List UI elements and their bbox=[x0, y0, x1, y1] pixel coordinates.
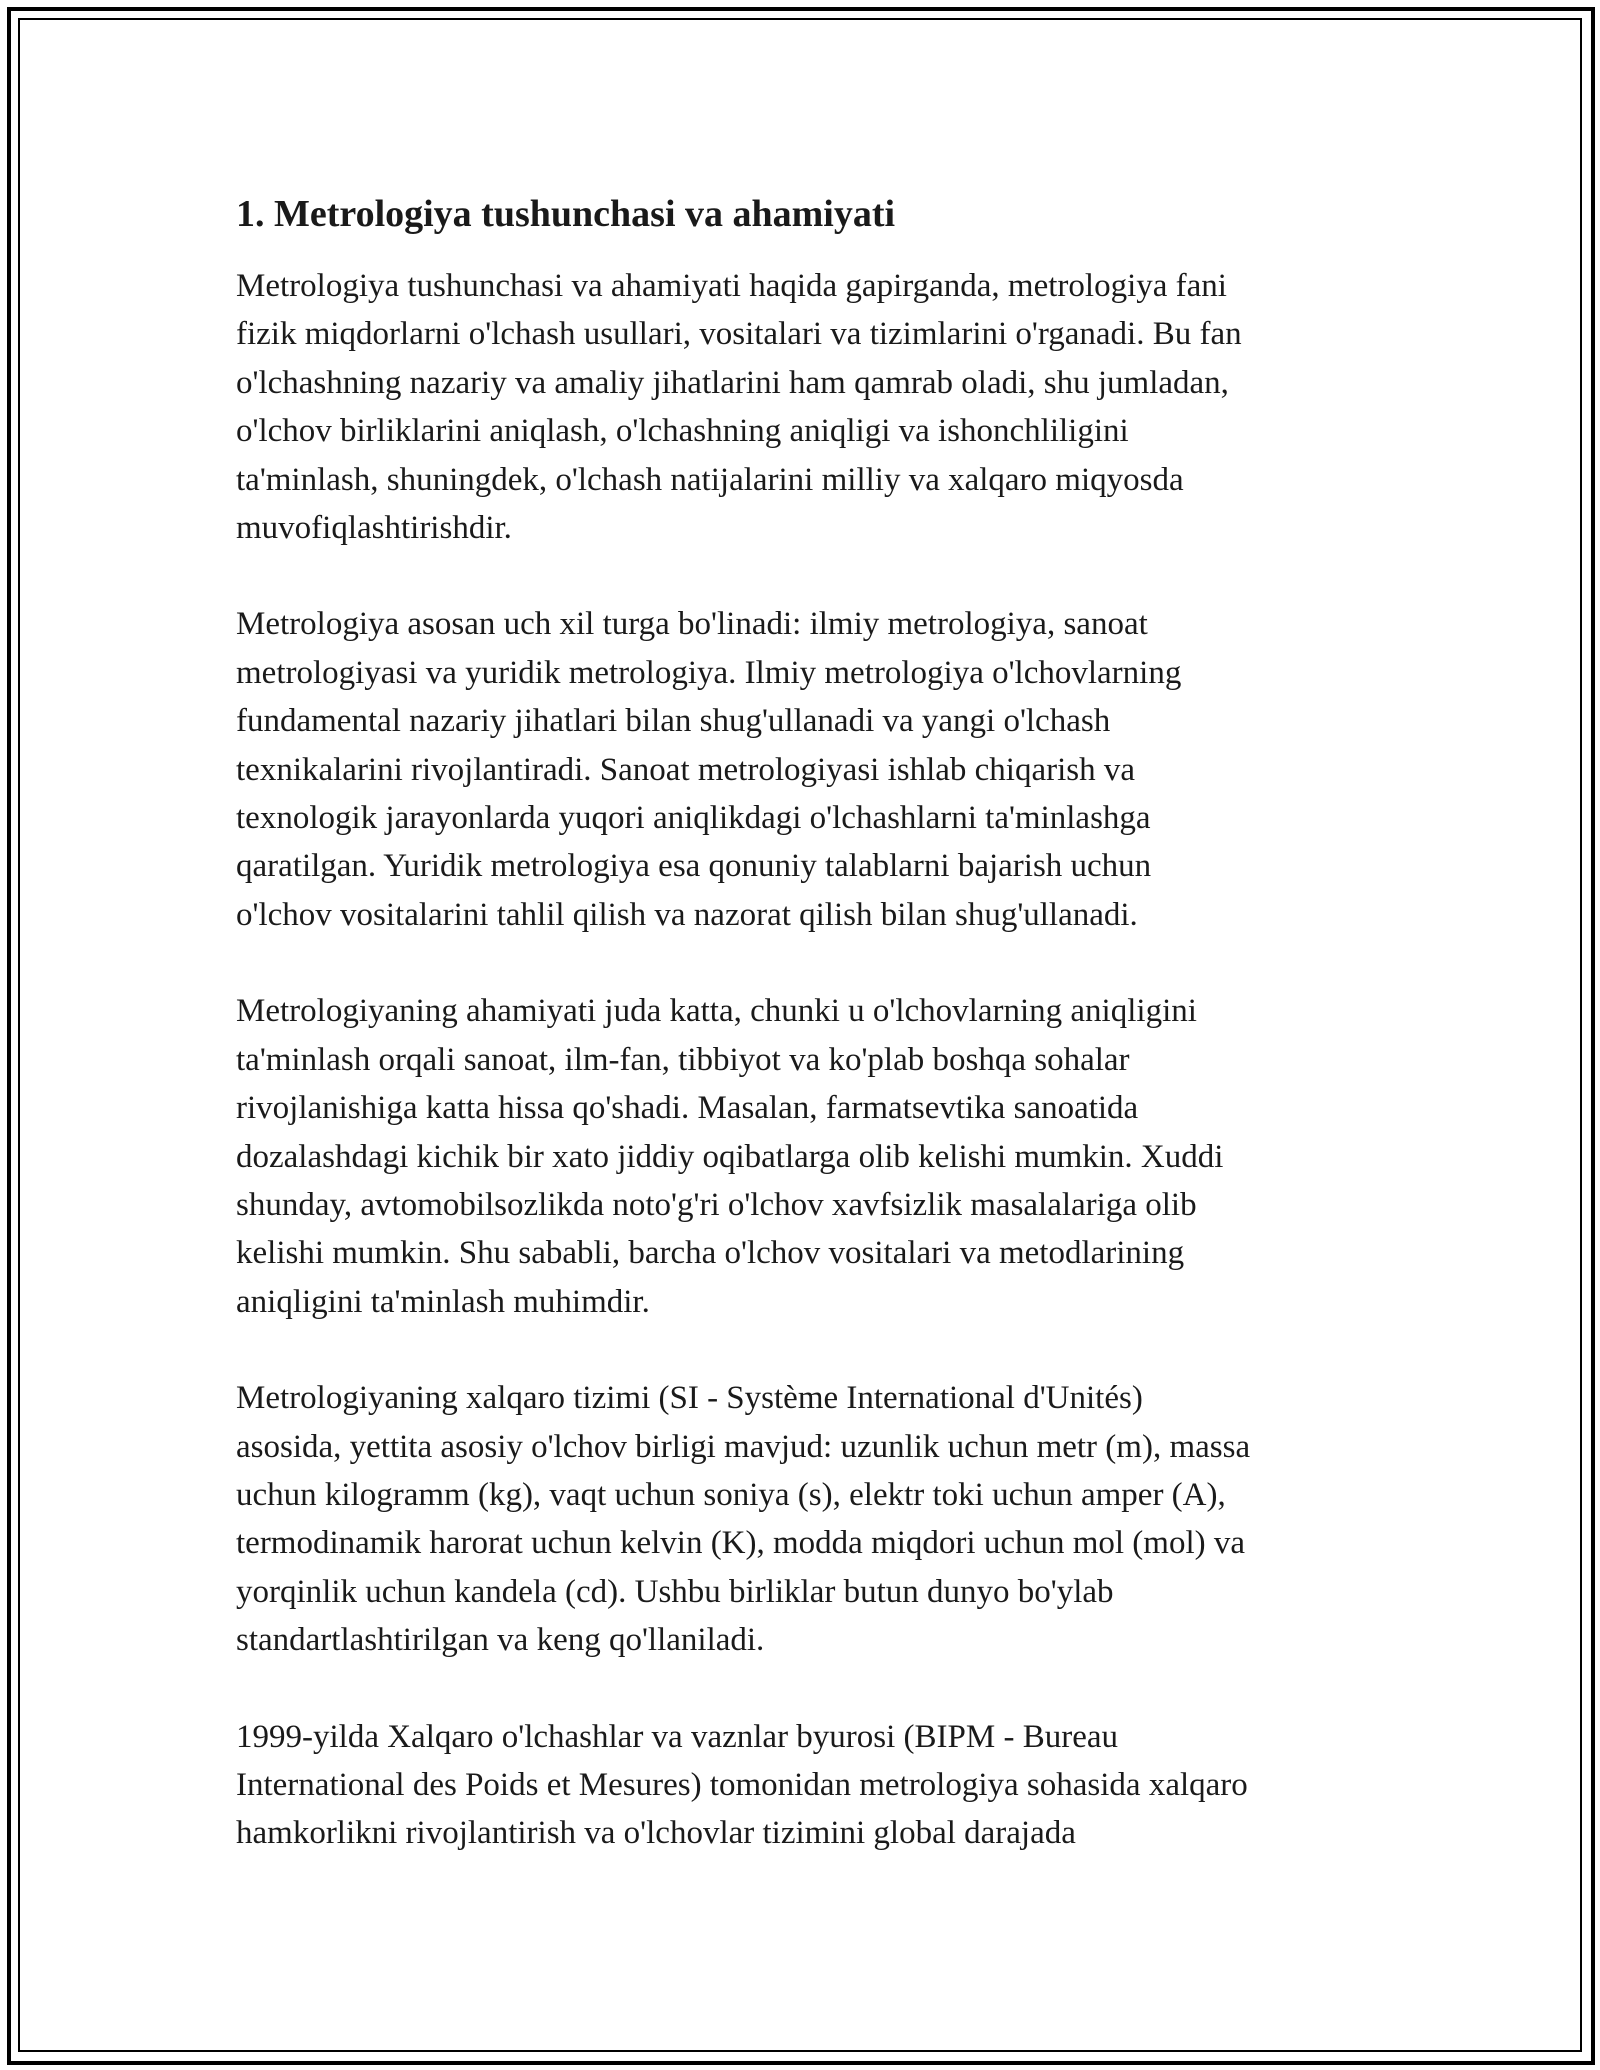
section-heading: 1. Metrologiya tushunchasi va ahamiyati bbox=[236, 193, 896, 235]
paragraph-types: Metrologiya asosan uch xil turga bo'linadi: ilmiy metrologiya, sanoat metrologiyasi va yuridik metrologiya. Ilmiy metrologiya o'lchovlarning fundamental nazariy jihatlari bilan shug'ullanadi va yangi o'lchash texnikalarini rivojlantiradi. Sanoat metrologiyasi ishlab chiqarish va texnologik jarayonlarda yuqori aniqlikdagi o'lchashlarni ta'minlashga qaratilgan. Yuridik metrologiya esa qonuniy talablarni bajarish uchun o'lchov vositalarini tahlil qilish va nazorat qilish bilan shug'ullanadi. bbox=[236, 606, 1182, 933]
document-body bbox=[236, 186, 1376, 1906]
paragraph-bipm: 1999-yilda Xalqaro o'lchashlar va vaznlar byurosi (BIPM - Bureau International des Poids et Mesures) tomonidan metrologiya sohasida xalqaro hamkorlikni rivojlantirish va o'lchovlar tizimini global darajada bbox=[236, 1718, 1248, 1852]
paragraph-definition: Metrologiya tushunchasi va ahamiyati haqida gapirganda, metrologiya fani fizik miqdorlarni o'lchash usullari, vositalari va tizimlarini o'rganadi. Bu fan o'lchashning nazariy va amaliy jihatlarini ham qamrab oladi, shu jumladan, o'lchov birliklarini aniqlash, o'lchashning aniqligi va ishonchliligini ta'minlash, shuningdek, o'lchash natijalarini milliy va xalqaro miqyosda muvofiqlashtirishdir. bbox=[236, 268, 1242, 547]
paragraph-si-units: Metrologiyaning xalqaro tizimi (SI - Système International d'Unités) asosida, yettita asosiy o'lchov birligi mavjud: uzunlik uchun metr (m), massa uchun kilogramm (kg), vaqt uchun soniya (s), elektr toki uchun amper (A), termodinamik harorat uchun kelvin (K), modda miqdori uchun mol (mol) va yorqinlik uchun kandela (cd). Ushbu birliklar butun dunyo bo'ylab standartlashtirilgan va keng qo'llaniladi. bbox=[236, 1380, 1251, 1659]
paragraph-importance: Metrologiyaning ahamiyati juda katta, chunki u o'lchovlarning aniqligini ta'minlash orqali sanoat, ilm-fan, tibbiyot va ko'plab boshqa sohalar rivojlanishiga katta hissa qo'shadi. Masalan, farmatsevtika sanoatida dozalashdagi kichik bir xato jiddiy oqibatlarga olib kelishi mumkin. Xuddi shunday, avtomobilsozlikda noto'g'ri o'lchov xavfsizlik masalalariga olib kelishi mumkin. Shu sababli, barcha o'lchov vositalari va metodlarining aniqligini ta'minlash muhimdir. bbox=[236, 993, 1224, 1320]
